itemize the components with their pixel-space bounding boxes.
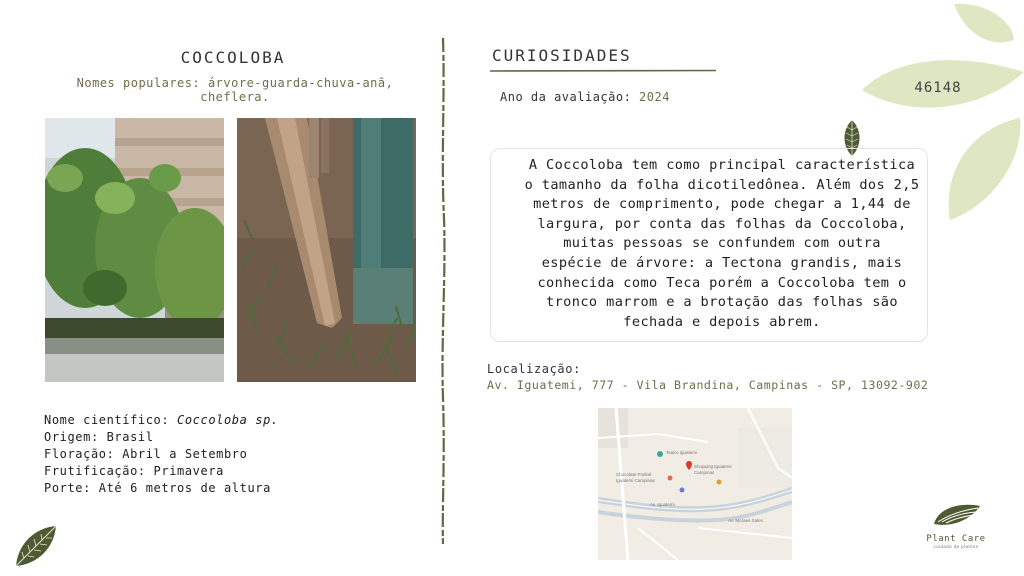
scientific-name-label: Nome científico: bbox=[44, 413, 178, 427]
map-poi-shopping: Shopping Iguatemi bbox=[694, 464, 732, 469]
curiosity-line: conhecida como Teca porém a Coccoloba tem o bbox=[537, 274, 907, 291]
year-value: 2024 bbox=[639, 90, 670, 104]
location-address[interactable]: Av. Iguatemi, 777 - Vila Brandina, Campinas - SP, 13092-902 bbox=[487, 378, 929, 392]
brand-leaf-icon bbox=[930, 500, 982, 528]
fruiting: Frutificação: Primavera bbox=[44, 464, 224, 478]
flowering: Floração: Abril a Setembro bbox=[44, 447, 248, 461]
curiosity-line: muitas pessoas se confundem com outra bbox=[563, 235, 881, 252]
brand-tagline: cuidado de plantas bbox=[933, 544, 979, 549]
curiosity-line: A Coccoloba tem como principal característica bbox=[528, 157, 916, 173]
location-map[interactable] bbox=[598, 408, 792, 560]
curiosity-line: largura, por conta das folhas da Coccoloba, bbox=[537, 215, 907, 232]
evaluation-year bbox=[500, 90, 670, 104]
leaf-decoration-icon bbox=[12, 522, 60, 570]
curiosity-line: tronco marrom e a brotação das folhas são bbox=[546, 294, 898, 311]
map-poi-chocolate-2: Iguatemi Campinas bbox=[616, 478, 655, 483]
column-divider bbox=[438, 38, 448, 544]
curiosity-line: o tamanho da folha dicotiledônea. Além dos 2,5 bbox=[524, 176, 920, 193]
location-label: Localização: bbox=[487, 362, 581, 376]
leaf-cluster-decoration bbox=[862, 0, 1024, 225]
plant-details bbox=[44, 412, 279, 497]
popular-names: Nomes populares: árvore-guarda-chuva-anã, cheflera. bbox=[76, 76, 394, 104]
plant-photo-garden bbox=[45, 118, 224, 382]
map-poi-theatre: Teatro Iguatemi bbox=[666, 450, 698, 455]
scientific-name bbox=[44, 412, 279, 429]
origin: Origem: Brasil bbox=[44, 430, 154, 444]
brand-logo bbox=[914, 500, 998, 549]
map-street-2: Av. Moraes Sales bbox=[728, 518, 763, 523]
plant-photo-trunk bbox=[237, 118, 416, 382]
plant-title: COCCOLOBA bbox=[180, 48, 286, 67]
title-underline bbox=[490, 68, 716, 74]
map-poi-shopping-city: Campinas bbox=[694, 470, 715, 475]
plant-code: 46148 bbox=[914, 80, 962, 96]
year-label: Ano da avaliação: bbox=[500, 90, 640, 104]
map-street-1: Av. Iguatemi bbox=[650, 502, 675, 507]
map-poi-chocolate: Chocolate Pralinê bbox=[616, 472, 652, 477]
brand-name: Plant Care bbox=[926, 534, 986, 544]
curiosity-line: espécie de árvore: a Tectona grandis, mais bbox=[541, 254, 903, 271]
curiosity-line: fechada e depois abrem. bbox=[623, 313, 821, 330]
curiosities-title: CURIOSIDADES bbox=[492, 46, 632, 65]
size: Porte: Até 6 metros de altura bbox=[44, 481, 271, 495]
scientific-name-value: Coccoloba sp. bbox=[177, 413, 279, 427]
curiosity-line: metros de comprimento, pode chegar a 1,44 de bbox=[533, 196, 911, 213]
